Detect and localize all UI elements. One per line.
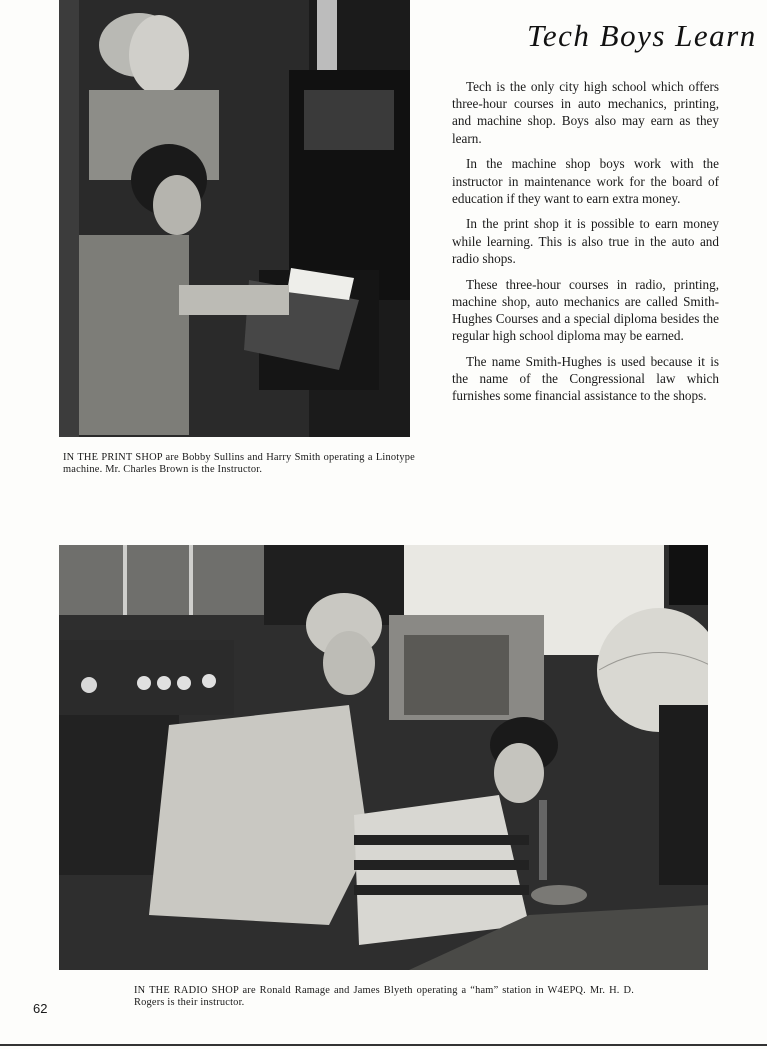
paragraph: In the print shop it is possible to earn money while learning. This is also true in the auto and radio shops. xyxy=(452,216,719,266)
paragraph: The name Smith-Hughes is used because it is the name of the Congressional law which furnishes some financial assistance to the shops. xyxy=(452,353,719,404)
page-title: Tech Boys Learn xyxy=(527,18,757,53)
radio-shop-photo xyxy=(59,545,708,970)
print-shop-photo-illustration xyxy=(59,0,410,437)
paragraph: In the machine shop boys work with the instructor in maintenance work for the board of education if they want to earn extra money. xyxy=(452,156,719,206)
paragraph: These three-hour courses in radio, printing, machine shop, auto mechanics are called Smith-Hughes Courses and a special diploma besides the regular high school diploma may be earned. xyxy=(452,276,719,344)
paragraph: Tech is the only city high school which offers three-hour courses in auto mechanics, printing, and machine shop. Boys also may earn as they learn. xyxy=(452,79,719,146)
print-shop-photo xyxy=(59,0,410,437)
page-edge-divider xyxy=(0,1044,767,1046)
article-body xyxy=(452,78,719,413)
page-number: 62 xyxy=(33,1001,48,1016)
radio-shop-caption: IN THE RADIO SHOP are Ronald Ramage and James Blyeth operating a “ham” station in W4EPQ. Mr. H. D. Rogers is their instructor. xyxy=(134,985,634,1008)
print-shop-caption: IN THE PRINT SHOP are Bobby Sullins and Harry Smith operating a Linotype machine. Mr. Charles Brown is the Instructor. xyxy=(63,452,415,475)
radio-shop-photo-illustration xyxy=(59,545,708,970)
